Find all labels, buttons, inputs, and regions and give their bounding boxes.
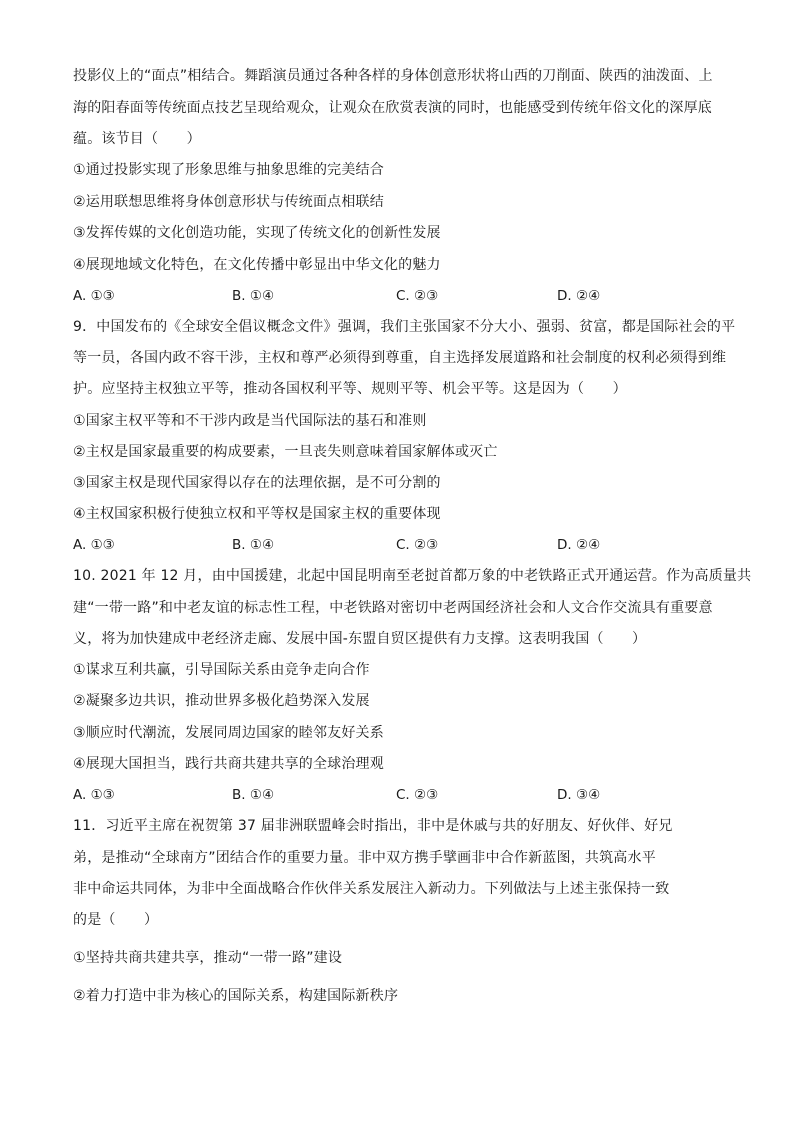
statement: ①国家主权平等和不干涉内政是当代国际法的基石和准则 xyxy=(73,413,427,429)
question-10-line: 10. 2021 年 12 月，由中国援建，北起中国昆明南至老挝首都万象的中老铁路正式开通运营。作为高质量共 xyxy=(73,568,752,584)
question-11-line: 的是（ ） xyxy=(73,912,159,928)
option-c: C. ②③ xyxy=(396,787,439,803)
option-b: B. ①④ xyxy=(232,288,275,304)
statement: ②主权是国家最重要的构成要素，一旦丧失则意味着国家解体或灭亡 xyxy=(73,444,498,460)
option-b: B. ①④ xyxy=(232,787,275,803)
question-9-line: 护。应坚持主权独立平等，推动各国权利平等、规则平等、机会平等。这是因为（ ） xyxy=(73,381,627,397)
statement: ④展现大国担当，践行共商共建共享的全球治理观 xyxy=(73,756,384,772)
statement: ③顺应时代潮流，发展同周边国家的睦邻友好关系 xyxy=(73,725,384,741)
option-d: D. ②④ xyxy=(557,537,601,553)
statement: ①谋求互利共赢，引导国际关系由竞争走向合作 xyxy=(73,662,370,678)
statement: ①通过投影实现了形象思维与抽象思维的完美结合 xyxy=(73,162,384,178)
option-a: A. ①③ xyxy=(73,288,115,304)
statement: ④主权国家积极行使独立权和平等权是国家主权的重要体现 xyxy=(73,506,441,522)
question-9-line: 9．中国发布的《全球安全倡议概念文件》强调，我们主张国家不分大小、强弱、贫富，都是国际社会的平 xyxy=(73,319,736,335)
intro-line: 投影仪上的“面点”相结合。舞蹈演员通过各种各样的身体创意形状将山西的刀削面、陕西的油泼面、上 xyxy=(73,68,713,84)
option-b: B. ①④ xyxy=(232,537,275,553)
option-a: A. ①③ xyxy=(73,787,115,803)
statement: ④展现地域文化特色，在文化传播中彰显出中华文化的魅力 xyxy=(73,257,441,273)
question-10-line: 建“一带一路”和中老友谊的标志性工程，中老铁路对密切中老两国经济社会和人文合作交流具有重要意 xyxy=(73,600,713,616)
question-11-line: 弟，是推动“全球南方”团结合作的重要力量。非中双方携手擘画非中合作新蓝图，共筑高水平 xyxy=(73,850,656,866)
question-9-line: 等一员，各国内政不容干涉，主权和尊严必须得到尊重，自主选择发展道路和社会制度的权利必须得到维 xyxy=(73,350,727,366)
statement: ③国家主权是现代国家得以存在的法理依据，是不可分割的 xyxy=(73,475,441,491)
option-c: C. ②③ xyxy=(396,537,439,553)
statement: ②凝聚多边共识，推动世界多极化趋势深入发展 xyxy=(73,693,370,709)
option-a: A. ①③ xyxy=(73,537,115,553)
option-c: C. ②③ xyxy=(396,288,439,304)
statement: ②着力打造中非为核心的国际关系，构建国际新秩序 xyxy=(73,988,399,1004)
question-10-line: 义，将为加快建成中老经济走廊、发展中国-东盟自贸区提供有力支撑。这表明我国（ ） xyxy=(73,631,647,647)
option-d: D. ②④ xyxy=(557,288,601,304)
question-11-line: 11．习近平主席在祝贺第 37 届非洲联盟峰会时指出，非中是休戚与共的好朋友、好伙伴、好兄 xyxy=(73,818,673,834)
statement: ③发挥传媒的文化创造功能，实现了传统文化的创新性发展 xyxy=(73,225,441,241)
question-11-line: 非中命运共同体，为非中全面战略合作伙伴关系发展注入新动力。下列做法与上述主张保持一致 xyxy=(73,881,670,897)
intro-line: 蕴。该节目（ ） xyxy=(73,131,201,147)
option-d: D. ③④ xyxy=(557,787,601,803)
statement: ①坚持共商共建共享，推动“一带一路”建设 xyxy=(73,950,343,966)
intro-line: 海的阳春面等传统面点技艺呈现给观众，让观众在欣赏表演的同时，也能感受到传统年俗文化的深厚底 xyxy=(73,100,712,116)
statement: ②运用联想思维将身体创意形状与传统面点相联结 xyxy=(73,194,384,210)
